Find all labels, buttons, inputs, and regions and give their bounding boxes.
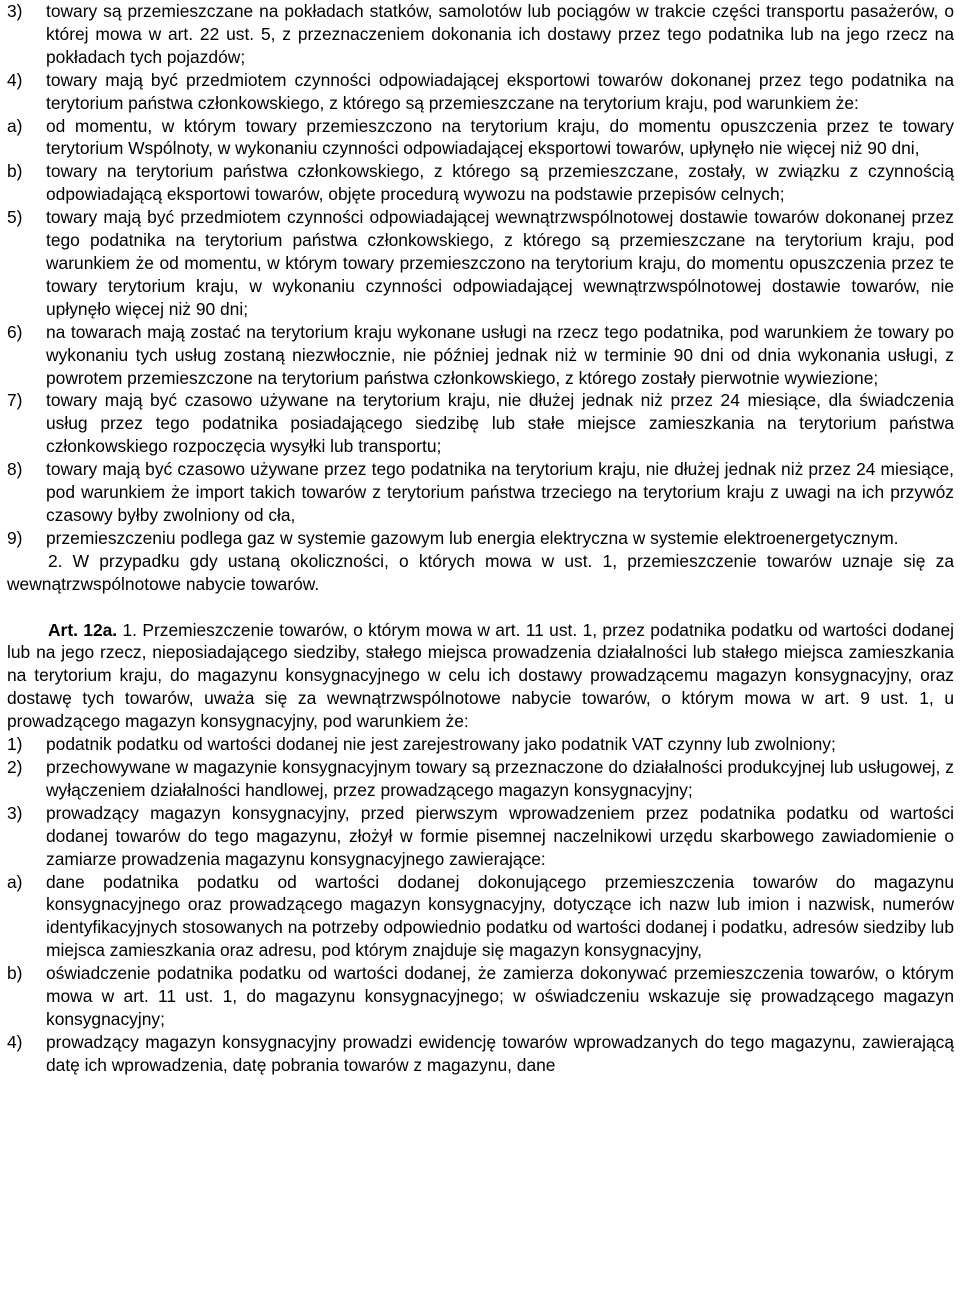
list-item [7,733,954,756]
list-item [7,1031,954,1077]
sub-list-item [7,962,954,1031]
list-item [7,802,954,871]
sub-list-letter: b) [7,161,23,182]
sub-list-item [7,115,954,161]
list-number: 2) [7,757,23,777]
list-text: towary mają być czasowo używane przez tego podatnika na terytorium kraju, nie dłużej jednak niż przez 24 miesiące, pod warunkiem że import takich towarów z terytorium państwa trzeciego na terytorium kraju z uwagi na ich przywóz czasowy byłby zwolniony od cła, [46,459,954,525]
list-item [7,458,954,527]
list-text: przemieszczeniu podlega gaz w systemie gazowym lub energia elektryczna w systemie elektroenergetycznym. [46,527,899,548]
list-text: towary mają być czasowo używane na terytorium kraju, nie dłużej jednak niż przez 24 miesiące, dla świadczenia usług przez tego podatnika posiadającego siedzibę lub stałe miejsce zamieszkania na terytorium państwa członkowskiego rozpoczęcia wysyłki lub transportu; [46,390,954,457]
list-text: towary są przemieszczane na pokładach statków, samolotów lub pociągów w trakcie części transportu pasażerów, o której mowa w art. 22 ust. 5, z przeznaczeniem dokonania ich dostawy przez tego podatnika lub na jego rzecz na pokładach tych pojazdów; [46,1,954,67]
sub-list-text: towary na terytorium państwa członkowskiego, z którego są przemieszczane, zostały, w związku z czynnością odpowiadającą eksportowi towarów, objęte procedurą wywozu na podstawie przepisów celnych; [46,161,954,205]
article-12a [7,619,954,734]
list-item [7,527,954,550]
sub-list-text: oświadczenie podatnika podatku od wartości dodanej, że zamierza dokonywać przemieszczenia towarów, o którym mowa w art. 11 ust. 1, do magazynu konsygnacyjnego; w oświadczeniu wskazuje się prowadzącego magazyn konsygnacyjny; [46,963,954,1029]
list-text: na towarach mają zostać na terytorium kraju wykonane usługi na rzecz tego podatnika, pod warunkiem że towary po wykonaniu tych usług zostaną niezwłocznie, nie później jednak niż w terminie 90 dni od dnia wykonania usługi, z powrotem przemieszczone na terytorium państwa członkowskiego, z którego zostały pierwotnie wywiezione; [46,321,954,388]
list-text: towary mają być przedmiotem czynności odpowiadającej eksportowi towarów dokonanej przez tego podatnika na terytorium państwa członkowskiego, z którego są przemieszczane na terytorium kraju, pod warunkiem że: [46,69,954,113]
list-number: 1) [7,734,23,755]
sub-list-text: od momentu, w którym towary przemieszczono na terytorium kraju, do momentu opuszczenia przez te towary terytorium Wspólnoty, w wykonaniu czynności odpowiadającej eksportowi towarów, upłynęło nie więcej niż 90 dni, [46,115,954,159]
article-heading: Art. 12a. [48,619,118,640]
sub-list-letter: a) [7,115,23,136]
list-item [7,756,954,802]
sub-list-letter: a) [7,871,23,892]
list-number: 6) [7,321,23,342]
list-number: 7) [7,390,23,411]
list-item [7,0,954,69]
sub-list-item [7,160,954,206]
list-number: 4) [7,69,23,90]
paragraph-2: 2. W przypadku gdy ustaną okoliczności, o których mowa w ust. 1, przemieszczenie towarów uznaje się za wewnątrzwspólnotowe nabycie towarów. [7,550,954,594]
list-text: przechowywane w magazynie konsygnacyjnym towary są przeznaczone do działalności produkcyjnej lub usługowej, z wyłączeniem działalności handlowej, przez prowadzącego magazyn konsygnacyjny; [46,757,954,800]
list-text: prowadzący magazyn konsygnacyjny, przed pierwszym wprowadzeniem przez podatnika podatku od wartości dodanej towarów do tego magazynu, złożył w formie pisemnej naczelnikowi urzędu skarbowego zawiadomienie o zamiarze prowadzenia magazynu konsygnacyjnego zawierające: [46,802,954,869]
list-number: 8) [7,459,23,480]
list-item [7,206,954,321]
spacer [7,596,954,619]
sub-list-text: dane podatnika podatku od wartości dodanej dokonującego przemieszczenia towarów do magazynu konsygnacyjnego oraz prowadzącego magazyn konsygnacyjny, dotyczące ich nazw lub imion i nazwisk, numerów identyfikacyjnych stosowanych na potrzeby odpowiednio podatku od wartości dodanej i podatku, adresów siedziby lub miejsca zamieszkania oraz adresu, pod którym znajduje się magazyn konsygnacyjny, [46,871,954,961]
list-number: 5) [7,207,23,228]
list-item [7,69,954,115]
list-text: towary mają być przedmiotem czynności odpowiadającej wewnątrzwspólnotowej dostawie towarów dokonanej przez tego podatnika na terytorium państwa członkowskiego, z którego są przemieszczane na terytorium kraju, pod warunkiem że od momentu, w którym towary przemieszczono na terytorium kraju, do momentu opuszczenia przez te towary terytorium kraju, w wykonaniu czynności odpowiadającej wewnątrzwspólnotowej dostawie towarów, nie upłynęło więcej niż 90 dni; [46,207,954,319]
list-text: podatnik podatku od wartości dodanej nie jest zarejestrowany jako podatnik VAT czynny lub zwolniony; [46,734,836,755]
list-number: 3) [7,1,23,21]
list-item [7,389,954,458]
list-number: 3) [7,802,23,823]
list-text: prowadzący magazyn konsygnacyjny prowadzi ewidencję towarów wprowadzanych do tego magazynu, zawierającą datę ich wprowadzenia, datę pobrania towarów z magazynu, dane [46,1031,954,1075]
article-text: 1. Przemieszczenie towarów, o którym mowa w art. 11 ust. 1, przez podatnika podatku od wartości dodanej lub na jego rzecz, nieposiadającego siedziby, stałego miejsca prowadzenia działalności lub stałego miejsca zamieszkania na terytorium kraju, do magazynu konsygnacyjnego w celu ich dostawy prowadzącemu magazyn konsygnacyjny, oraz dostawę tych towarów, uważa się za wewnątrzwspólnotowe nabycie towarów, o którym mowa w art. 9 ust. 1, u prowadzącego magazyn konsygnacyjny, pod warunkiem że: [7,619,954,732]
list-item [7,321,954,390]
list-number: 4) [7,1031,23,1052]
list-number: 9) [7,527,23,548]
sub-list-item [7,871,954,963]
sub-list-letter: b) [7,963,23,984]
